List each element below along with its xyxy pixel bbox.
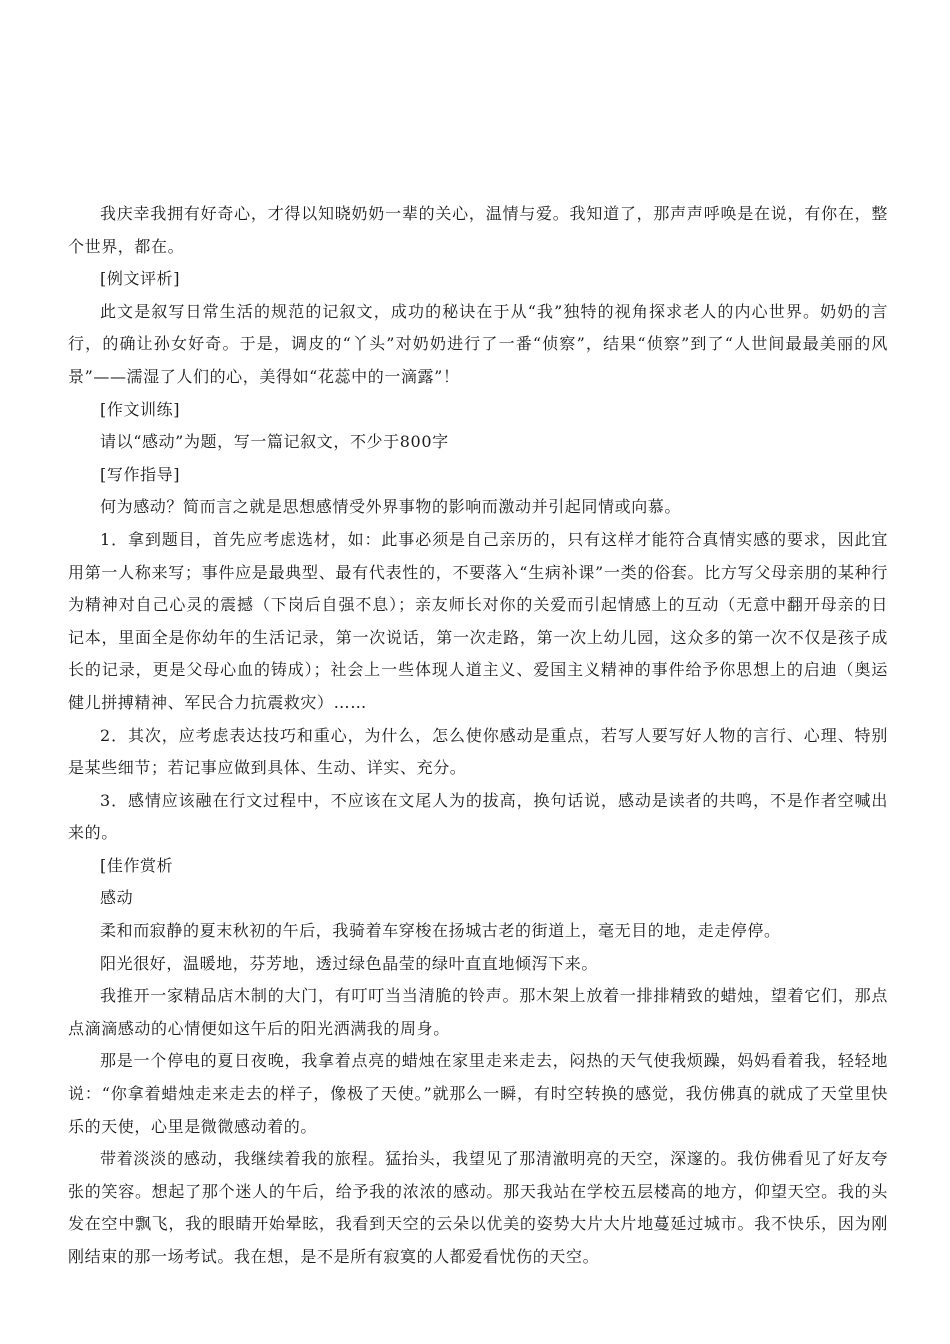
paragraph-writing-prompt: 请以“感动”为题，写一篇记叙文，不少于800字 xyxy=(100,432,449,452)
heading-writing-guide: [写作指导] xyxy=(100,464,181,484)
paragraph-definition: 何为感动？简而言之就是思想感情受外界事物的影响而激动并引起同情或向慕。 xyxy=(100,497,682,517)
heading-sample-review: [例文评析] xyxy=(100,269,181,289)
paragraph-guide-point-3: 3．感情应该融在行文过程中，不应该在文尾人为的拔高，换句话说，感动是读者的共鸣，不是作者空喊出来的。 xyxy=(68,790,888,843)
paragraph-guide-point-1: 1．拿到题目，首先应考虑选材，如：此事必须是自己亲历的，只有这样才能符合真情实感的要求，因此宜用第一人称来写；事件应是最典型、最有代表性的，不要落入“生病补课”一类的俗套。比方写父母亲朋的某种行为精神对自己心灵的震撼（下岗后自强不息）；亲友师长对你的关爱而引起情感上的互动（无意中翻开母亲的日记本，里面全是你幼年的生活记录，第一次说话，第一次走路，第一次上幼儿园，这众多的第一次不仅是孩子成长的记录，更是父母心血的铸成）；社会上一些体现人道主义、爱国主义精神的事件给予你思想上的启迪（奥运健儿拼搏精神、军民合力抗震救灾）…… xyxy=(68,529,888,712)
essay-paragraph-3: 我推开一家精品店木制的大门，有叮叮当当清脆的铃声。那木架上放着一排排精致的蜡烛，望着它们，那点点滴滴感动的心情便如这午后的阳光洒满我的周身。 xyxy=(68,986,888,1038)
essay-paragraph-2: 阳光很好，温暖地，芬芳地，透过绿色晶莹的绿叶直直地倾泻下来。 xyxy=(100,953,599,973)
essay-title: 感动 xyxy=(100,888,134,908)
essay-paragraph-1: 柔和而寂静的夏末秋初的午后，我骑着车穿梭在扬城古老的街道上，毫无目的地，走走停停。 xyxy=(100,921,781,941)
heading-excellent-essay: [佳作赏析 xyxy=(100,855,174,875)
essay-paragraph-4: 那是一个停电的夏日夜晚，我拿着点亮的蜡烛在家里走来走去，闷热的天气使我烦躁，妈妈看着我，轻轻地说：“你拿着蜡烛走来走去的样子，像极了天使。”就那么一瞬，有时空转换的感觉，我仿佛真的就成了天堂里快乐的天使，心里是微微感动着的。 xyxy=(68,1051,888,1136)
essay-paragraph-5: 带着淡淡的感动，我继续着我的旅程。猛抬头，我望见了那清澈明亮的天空，深邃的。我仿佛看见了好友夸张的笑容。想起了那个迷人的午后，给予我的浓浓的感动。那天我站在学校五层楼高的地方，仰望天空。我的头发在空中飘飞，我的眼睛开始晕眩，我看到天空的云朵以优美的姿势大片大片地蔓延过城市。我不快乐，因为刚刚结束的那一场考试。我在想，是不是所有寂寞的人都爱看忧伤的天空。 xyxy=(68,1149,888,1266)
heading-writing-exercise: [作文训练] xyxy=(100,399,181,419)
paragraph-sample-review: 此文是叙写日常生活的规范的记叙文，成功的秘诀在于从“我”独特的视角探求老人的内心世界。奶奶的言行，的确让孙女好奇。于是，调皮的“丫头”对奶奶进行了一番“侦察”，结果“侦察”到了“人世间最最美丽的风景”——濡湿了人们的心，美得如“花蕊中的一滴露”！ xyxy=(68,301,888,386)
paragraph-guide-point-2: 2．其次，应考虑表达技巧和重心，为什么，怎么使你感动是重点，若写人要写好人物的言行、心理、特别是某些细节；若记事应做到具体、生动、详实、充分。 xyxy=(68,725,888,778)
document-body xyxy=(68,198,888,1274)
paragraph-grateful-curiosity: 我庆幸我拥有好奇心，才得以知晓奶奶一辈的关心，温情与爱。我知道了，那声声呼唤是在说，有你在，整个世界，都在。 xyxy=(68,204,888,256)
